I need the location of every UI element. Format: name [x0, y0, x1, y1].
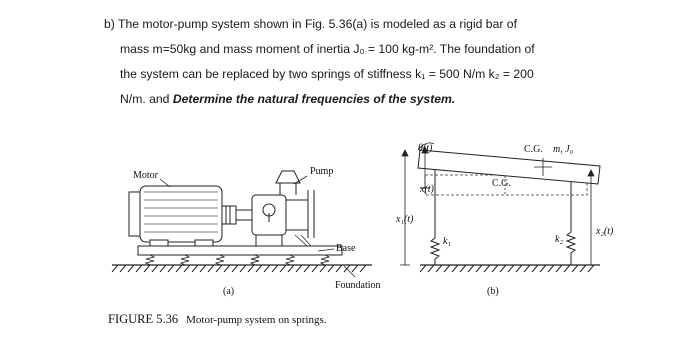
ground-hatching-b: [420, 265, 600, 272]
foundation-label: Foundation: [335, 280, 381, 291]
motor: [129, 186, 222, 246]
mass-inertia-label: m, J₀: [553, 144, 574, 155]
panel-a-label: (a): [223, 286, 235, 297]
coupling: [222, 206, 252, 224]
pump: [252, 171, 314, 246]
figure-caption-text: Motor-pump system on springs.: [186, 314, 327, 326]
cg-inner-label: C.G.: [492, 178, 511, 189]
pump-label: Pump: [310, 166, 334, 177]
problem-line-2: mass m=50kg and mass moment of inertia J₀ = 100 kg-m². The foundation of: [120, 42, 535, 56]
figure-caption: [108, 312, 327, 327]
problem-line-1: b) The motor-pump system shown in Fig. 5.36(a) is modeled as a rigid bar of: [104, 17, 517, 31]
motor-label: Motor: [133, 170, 158, 181]
foundation-springs-a: [146, 255, 329, 265]
x2-label: x₂(t): [596, 226, 614, 237]
base-label: Base: [336, 243, 356, 254]
spring-k2: [567, 182, 575, 265]
theta-label: θ(t): [418, 143, 433, 154]
problem-question: Determine the natural frequencies of the system.: [172, 92, 456, 106]
problem-line-3: the system can be replaced by two springs of stiffness k₁ = 500 N/m k₂ = 200: [120, 67, 534, 81]
cg-top-label: C.G.: [524, 144, 543, 155]
k1-label: k₁: [443, 236, 451, 247]
x1-label: x₁(t): [396, 214, 414, 225]
ground-hatching-a: [112, 265, 372, 272]
figure-number: FIGURE 5.36: [108, 312, 179, 326]
problem-line-4-text: N/m. and: [120, 92, 173, 106]
x-label: x(t): [420, 184, 434, 195]
base-plate: [138, 246, 342, 255]
k2-label: k₂: [555, 234, 563, 245]
panel-b-label: (b): [487, 286, 499, 297]
